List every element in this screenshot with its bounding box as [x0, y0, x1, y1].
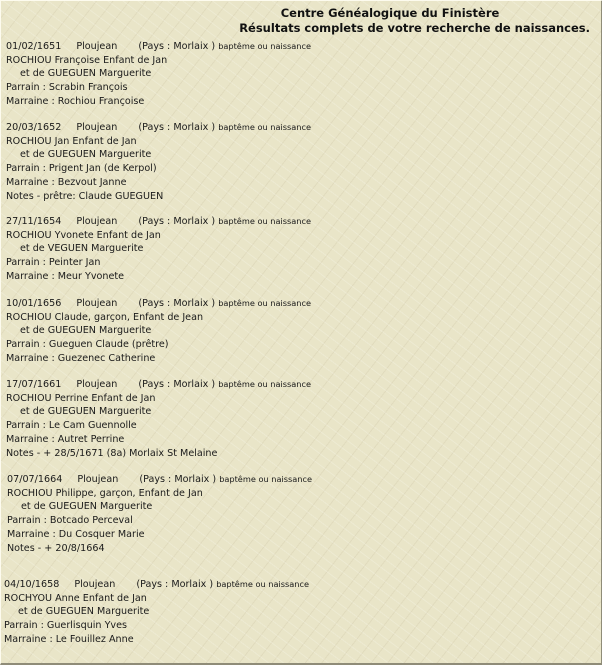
record-mother: et de GUEGUEN Marguerite: [20, 325, 152, 337]
record-notes: Notes - prêtre: Claude GUEGUEN: [6, 190, 164, 202]
record-pays: (Pays : Morlaix ): [139, 474, 217, 485]
record-mother: et de GUEGUEN Marguerite: [18, 606, 150, 618]
record-date: 17/07/1661: [6, 379, 62, 390]
birth-record: [4, 578, 309, 647]
record-type: baptême ou naissance: [216, 579, 310, 589]
record-date: 27/11/1654: [6, 216, 62, 227]
record-type: baptême ou naissance: [218, 379, 312, 389]
record-notes: Notes - + 28/5/1671 (8a) Morlaix St Melaine: [6, 447, 218, 459]
record-type: baptême ou naissance: [218, 41, 312, 51]
record-place: Ploujean: [76, 298, 118, 309]
record-place: Ploujean: [77, 474, 119, 485]
record-mother: et de VEGUEN Marguerite: [20, 243, 144, 255]
record-marraine: Marraine : Meur Yvonete: [6, 270, 125, 282]
page-header: [190, 6, 590, 36]
birth-record: [6, 40, 311, 109]
record-marraine: Marraine : Guezenec Catherine: [6, 352, 156, 364]
record-mother: et de GUEGUEN Marguerite: [20, 68, 152, 80]
record-type: baptême ou naissance: [218, 216, 312, 226]
record-marraine: Marraine : Du Cosquer Marie: [7, 528, 145, 540]
record-child: ROCHIOU Jan Enfant de Jan: [6, 135, 137, 147]
record-parrain: Parrain : Gueguen Claude (prêtre): [6, 339, 169, 351]
record-date: 07/07/1664: [7, 474, 63, 485]
birth-record: [6, 378, 311, 460]
record-header-line: [4, 578, 309, 592]
record-type: baptême ou naissance: [218, 298, 312, 308]
record-place: Ploujean: [76, 122, 118, 133]
record-mother: et de GUEGUEN Marguerite: [20, 149, 152, 161]
record-marraine: Marraine : Rochiou Françoise: [6, 95, 145, 107]
record-header-line: [7, 473, 312, 487]
record-place: Ploujean: [76, 41, 118, 52]
record-child: ROCHIOU Philippe, garçon, Enfant de Jan: [7, 487, 203, 499]
record-child: ROCHIOU Yvonete Enfant de Jan: [6, 229, 161, 241]
record-place: Ploujean: [74, 579, 116, 590]
record-marraine: Marraine : Autret Perrine: [6, 433, 125, 445]
record-notes: Notes - + 20/8/1664: [7, 542, 105, 554]
record-child: ROCHIOU Perrine Enfant de Jan: [6, 392, 156, 404]
record-mother: et de GUEGUEN Marguerite: [20, 406, 152, 418]
record-date: 01/02/1651: [6, 41, 62, 52]
record-date: 20/03/1652: [6, 122, 62, 133]
record-mother: et de GUEGUEN Marguerite: [21, 501, 153, 513]
record-header-line: [6, 215, 311, 229]
record-header-line: [6, 121, 311, 135]
record-parrain: Parrain : Guerlisquin Yves: [4, 620, 128, 632]
record-place: Ploujean: [76, 379, 118, 390]
record-date: 10/01/1656: [6, 298, 62, 309]
page-subtitle: Résultats complets de votre recherche de naissances.: [239, 21, 590, 35]
record-child: ROCHIOU Claude, garçon, Enfant de Jean: [6, 311, 204, 323]
page-title: Centre Généalogique du Finistère: [280, 6, 500, 20]
record-child: ROCHYOU Anne Enfant de Jan: [4, 592, 147, 604]
record-parrain: Parrain : Scrabin François: [6, 82, 128, 94]
record-parrain: Parrain : Le Cam Guennolle: [6, 420, 137, 432]
record-pays: (Pays : Morlaix ): [138, 216, 216, 227]
birth-record: [6, 297, 311, 366]
record-pays: (Pays : Morlaix ): [138, 122, 216, 133]
birth-record: [7, 473, 312, 555]
record-type: baptême ou naissance: [218, 122, 312, 132]
record-header-line: [6, 378, 311, 392]
record-pays: (Pays : Morlaix ): [138, 298, 216, 309]
record-marraine: Marraine : Bezvout Janne: [6, 176, 127, 188]
birth-record: [6, 121, 311, 203]
record-type: baptême ou naissance: [219, 474, 313, 484]
birth-record: [6, 215, 311, 284]
record-pays: (Pays : Morlaix ): [136, 579, 214, 590]
record-pays: (Pays : Morlaix ): [138, 41, 216, 52]
record-pays: (Pays : Morlaix ): [138, 379, 216, 390]
record-parrain: Parrain : Prigent Jan (de Kerpol): [6, 163, 157, 175]
record-marraine: Marraine : Le Fouillez Anne: [4, 633, 134, 645]
record-parrain: Parrain : Botcado Perceval: [7, 515, 133, 527]
record-header-line: [6, 40, 311, 54]
record-parrain: Parrain : Peinter Jan: [6, 257, 101, 269]
record-date: 04/10/1658: [4, 579, 60, 590]
record-place: Ploujean: [76, 216, 118, 227]
record-child: ROCHIOU Françoise Enfant de Jan: [6, 54, 168, 66]
record-header-line: [6, 297, 311, 311]
